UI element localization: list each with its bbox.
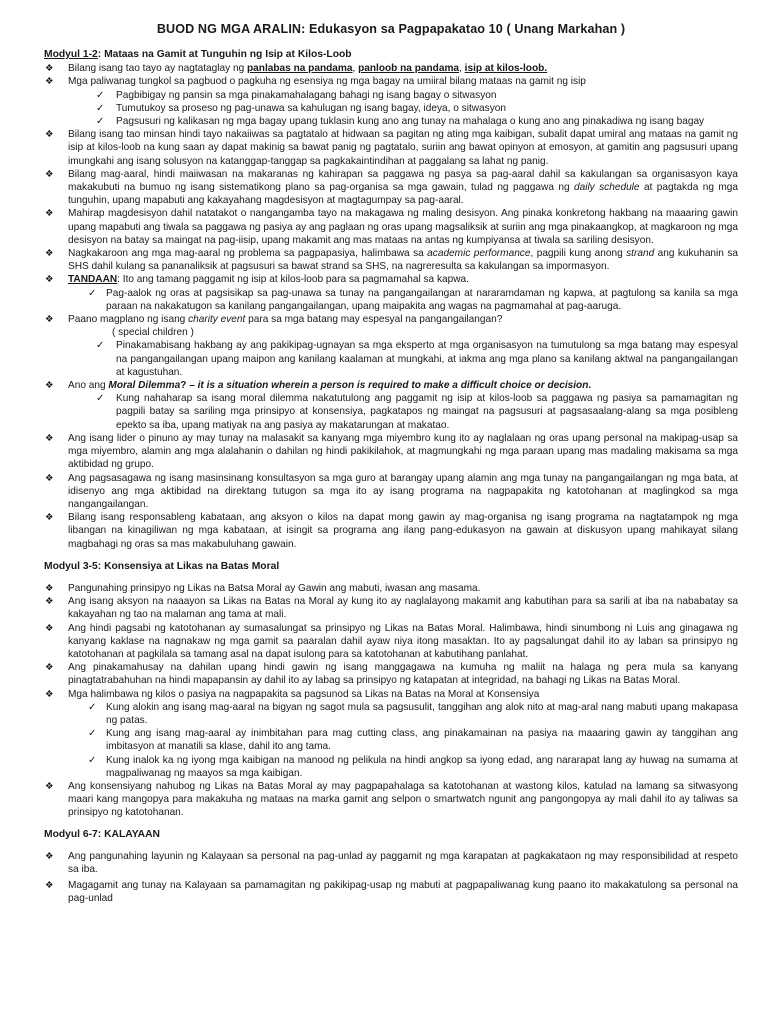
document-title: BUOD NG MGA ARALIN: Edukasyon sa Pagpapakatao 10 ( Unang Markahan )	[156, 22, 626, 36]
separator: ,	[459, 63, 465, 75]
separator: ,	[352, 63, 359, 75]
list-item: ❖ Mga paliwanag tungkol sa pagbuod o pagkuha ng esensiya ng mga bagay na umiiral bilang mataas na gamit ng isip	[44, 75, 738, 88]
bullet-text: ? –	[180, 380, 198, 392]
list-item: ❖ Ang hindi pagsabi ng katotohanan ay sumasalungat sa prinsipyo ng Likas na Batas Moral. Halimbawa, hindi sinumbong ni Luis ang ginagawa ng kanyang kaklase na nagnakaw ng mga gamit sa paaralan dahil ayaw niya itong masaktan. Ito ay pagsalungat dahil ito ay laban sa prinsipyo ng katotohanan at pagkilala sa tamang asal na dapat isulong para sa katotohanan at kabutihang panlahat.	[44, 622, 738, 662]
list-item: ❖ Bilang isang tao minsan hindi tayo nakaiiwas sa pagtatalo at hidwaan sa pagitan ng ating mga kaibigan, subalit dapat umiral ang mataas na gamit ng isip at kilos-loob na kung saan ay dapat makinig sa bawat panig ng pagtatalo, suriin ang bawat opinyon at emosyon, at gamitin ang pagsusuri upang imungkahi ang isang solusyon na katanggap-tanggap sa pagkakaintindihan at paggalang sa lahat ng panig.	[44, 128, 738, 168]
check-item: ✓ Kung inalok ka ng iyong mga kaibigan na manood ng pelikula na hindi angkop sa iyong edad, ang nararapat lang ay huwag na sumama at magpaliwanag ng maayos sa mga kaibigan.	[44, 754, 738, 780]
tandaan-label: TANDAAN	[68, 274, 118, 286]
term-isip-kilos-loob: isip at kilos-loob.	[464, 63, 548, 75]
module-1-2-label: Modyul 1-2	[44, 49, 98, 60]
list-item: ❖ Pangunahing prinsipyo ng Likas na Batsa Moral ay Gawin ang mabuti, iwasan ang masama.	[44, 582, 738, 595]
check-item: ✓ Pagsusuri ng kalikasan ng mga bagay upang tuklasin kung ano ang tunay na mahalaga o kung ano ang pinakadiwa ng isang bagay	[44, 115, 738, 128]
bullet-text: Bilang isang tao tayo ay nagtataglay ng	[68, 63, 248, 75]
term-panlabas: panlabas na pandama	[247, 63, 353, 75]
definition-text: it is a situation wherein a person is required to make a difficult choice or decision	[197, 380, 589, 392]
module-1-2-heading	[44, 48, 738, 61]
list-item: ❖ Ang pinakamahusay na dahilan upang hindi gawin ng isang manggagawa na kumuha ng maliit na halaga ng pera mula sa kanyang pinagtatrabahuhan na hindi mapapansin ay dahil ito ay labag sa prinsipyo ng katapatan at integridad, na bahagi ng Likas na Batas Moral.	[44, 661, 738, 687]
bullet-text: : Ito ang tamang paggamit ng isip at kilos-loob para sa pagmamahal sa kapwa.	[117, 274, 469, 286]
check-item: ✓ Pagbibigay ng pansin sa mga pinakamahalagang bahagi ng isang bagay o sitwasyon	[44, 89, 738, 102]
list-item: ❖ Magagamit ang tunay na Kalayaan sa pamamagitan ng pakikipag-usap ng mabuti at pagpapaliwanag kung paano ito makakatulong sa personal na pag-unlad	[44, 879, 738, 905]
list-item: ❖ Mahirap magdesisyon dahil natatakot o nangangamba tayo na makagawa ng maling desisyon. Ang pinaka konkretong hakbang na maaaring gawin upang mapabuti ang tiwala sa paggawa ng pasiya ay ang paglaan ng oras upang magsaliksik at suriin ang mga pinakaangkop, at magkaroon ng mga desisyon na batay sa maingat na pag-iisip, upang makamit ang mas mataas na antas ng kumpiyansa at tiwala sa sariling desisyon.	[44, 207, 738, 247]
list-item	[44, 168, 738, 208]
module-6-7-heading: Modyul 6-7: KALAYAAN	[44, 828, 160, 840]
term-panloob: panloob na pandama	[358, 63, 460, 75]
bullet-text: Nagkakaroon ang mga mag-aaral ng problema sa pagpapasiya, halimbawa sa	[68, 248, 428, 260]
list-item	[44, 273, 738, 286]
list-item	[44, 313, 738, 326]
bullet-text: Paano magplano ng isang	[68, 314, 189, 326]
check-item: ✓ Pag-aalok ng oras at pagsisikap sa pag-unawa sa tunay na pangangailangan at nararamdaman ng kapwa, at pagtulong sa kanila sa mga paraan na nakakatugon sa kanilang pangangailangan, upang maipakita ang wagas na pagmamahal at pag-aaruga.	[44, 287, 738, 313]
list-item: ❖ Bilang isang responsableng kabataan, ang aksyon o kilos na dapat mong gawin ay mag-organisa ng isang programa na nagtatampok ng mga libangan na kinagiliwan ng mga kabataan, at isingit sa programa ang ilang pang-edukasyon na gawain at diskusyon upang mahikayat silang magbahagi ng oras sa mas makabuluhang gawain.	[44, 511, 738, 551]
list-item: ❖ Ang isang aksyon na naaayon sa Likas na Batas na Moral ay kung ito ay naglalayong makamit ang kabutihan para sa sarili at iba na nababatay sa kakayahan ng tao na malaman ang tama at mali.	[44, 595, 738, 621]
bullet-text: para sa mga batang may espesyal na pangangailangan?	[245, 314, 503, 326]
italic-term: Moral Dilemma	[108, 380, 181, 392]
list-item: ❖ Ang isang lider o pinuno ay may tunay na malasakit sa kanyang mga miyembro kung ito ay naglalaan ng oras upang personal na makipag-usap sa mga miyembro, alamin ang mga alalahanin o dahilan ng hindi pakikilahok, at magmungkahi ng mga paraan upang mas madaling makisama sa mga aktibidad ng grupo.	[44, 432, 738, 472]
bullet-text: Ano ang	[68, 380, 109, 392]
bullet-text: Bilang mag-aaral, hindi maiiwasan na makaranas ng kahirapan sa paggawa ng pasya sa pag-aaral dahil sa kakulangan sa organisasyon kaya makakubuti na bumuo ng isang sistematikong plano sa pag-organisa sa mga gawain, tulad ng paggawa ng	[68, 168, 738, 194]
bullet-text: at pagtakda ng mga tunguhin, upang mapabuti ang kakayahang magdesisyon at magtagumpay sa pag-aaral.	[68, 182, 738, 207]
bullet-text: ang kukuhanin sa SHS dahil kulang sa pananaliksik at pagsusuri sa bawat strand sa SHS, na nagreresulta sa kakulangan sa impormasyon.	[68, 248, 738, 273]
check-item: ✓ Tumutukoy sa proseso ng pag-unawa sa kahulugan ng isang bagay, ideya, o sitwasyon	[44, 102, 738, 115]
italic-term: charity event	[188, 314, 246, 326]
bullet-text: .	[588, 380, 592, 392]
bullet-text: , pagpili kung anong	[530, 248, 627, 260]
list-item	[44, 62, 738, 75]
module-3-5-heading: Modyul 3-5: Konsensiya at Likas na Batas Moral	[44, 560, 280, 572]
italic-term: daily schedule	[573, 182, 640, 194]
italic-term: strand	[626, 248, 655, 260]
module-1-2-title: : Mataas na Gamit at Tunguhin ng Isip at Kilos-Loob	[97, 49, 352, 60]
list-item: ❖ Ang pangunahing layunin ng Kalayaan sa personal na pag-unlad ay paggamit ng mga karapatan at pagkakataon ng may responsibilidad at respeto sa iba.	[44, 850, 738, 876]
list-item	[44, 379, 738, 392]
check-item: ✓ Kung alokin ang isang mag-aaral na bigyan ng sagot mula sa pagsusulit, tanggihan ang alok nito at mag-aral nang mabuti upang makapasa ng patas.	[44, 701, 738, 727]
italic-term: academic performance	[427, 248, 531, 260]
module-1-2-list	[44, 62, 738, 551]
list-item: ❖ Ang pagsasagawa ng isang masinsinang konsultasyon sa mga guro at barangay upang alamin ang mga tunay na pangangailangan ng mga bata, at idisenyo ang mga aktibidad na direktang tutugon sa mga ito ay isang programa na nagpapakita ng katotohanan at maglingkod sa mga nangangailangan.	[44, 472, 738, 512]
check-item: ✓ Kung ang isang mag-aaral ay inimbitahan para mag cutting class, ang pinakamainan na pasiya na maaaring gawin ay tanggihan ang imbitasyon at manatili sa klase, dahil ito ang tama.	[44, 727, 738, 753]
list-item: ❖ Ang konsensiyang nahubog ng Likas na Batas Moral ay may pagpapahalaga sa katotohanan at wastong kilos, katulad na lamang sa sitwasyong maari kang mangopya para makakuha ng mataas na marka gamit ang selpon o smartwatch ngunit ang pangongopya ay mali dahil ito ay taliwas sa prinsipyo ng katotohanan.	[44, 780, 738, 820]
module-3-5-list	[44, 582, 738, 820]
list-item	[44, 247, 738, 273]
module-6-7-list	[44, 850, 738, 906]
check-item: ✓ Kung nahaharap sa isang moral dilemma nakatutulong ang paggamit ng isip at kilos-loob sa paggawa ng pasiya sa pamamagitan ng pagpili batay sa sariling mga prinsipyo at konsensiya, pagkatapos ng maingat na pagsusuri at pagsasaalang-alang sa mga posibleng epekto sa iba, upang matiyak na ang pasiya ay makatarungan at makatao.	[44, 392, 738, 432]
list-item: ❖ Mga halimbawa ng kilos o pasiya na nagpapakita sa pagsunod sa Likas na Batas na Moral at Konsensiya	[44, 688, 738, 701]
check-item: ✓ Pinakamabisang hakbang ay ang pakikipag-ugnayan sa mga eksperto at mga organisasyon na tumutulong sa mga batang may espesyal na pangangailangan upang maipon ang kanilang kaalaman at mungkahi, at iakma ang mga plano sa kanilang aktwal na pangangailangan at kagustuhan.	[44, 339, 738, 379]
note-line: ( special children )	[112, 327, 194, 339]
